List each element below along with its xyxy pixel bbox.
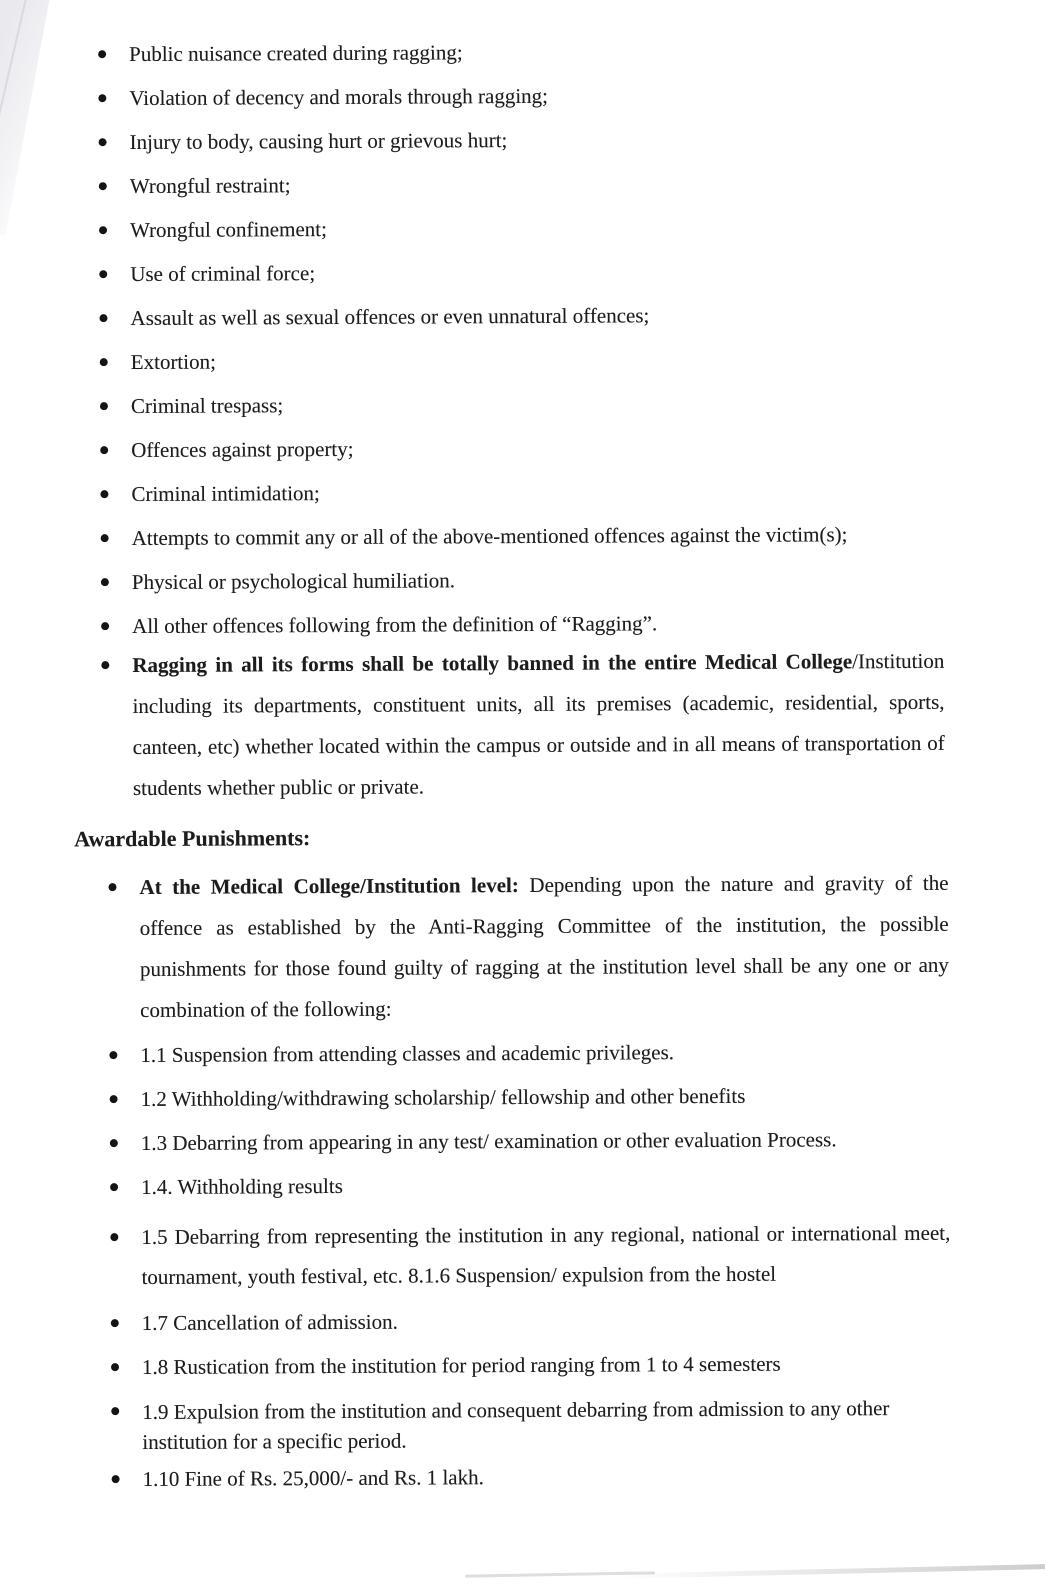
list-item xyxy=(110,1461,952,1493)
offence-text: Offences against property; xyxy=(131,436,354,463)
bullet-icon xyxy=(99,138,107,146)
list-item xyxy=(98,344,943,376)
institution-level-rest-text: Depending upon the nature and gravity of the offence as established by the Anti-Ragging Committee of the institution, the possible punishments for those found guilty of ragging at the institution level shall be any one or any combination of the following: xyxy=(139,870,949,1023)
offence-text: Use of criminal force; xyxy=(130,261,316,287)
list-item xyxy=(109,1305,951,1337)
punishment-text: 1.3 Debarring from appearing in any test/ examination or other evaluation Process. xyxy=(140,1127,837,1156)
offence-text: Criminal intimidation; xyxy=(131,481,320,507)
bullet-icon xyxy=(109,1051,117,1059)
list-item xyxy=(99,564,944,596)
offence-text: Attempts to commit any or all of the above-mentioned offences against the victim(s); xyxy=(131,522,848,551)
list-item-ragging-ban xyxy=(99,641,945,809)
punishment-text: 1.10 Fine of Rs. 25,000/- and Rs. 1 lakh. xyxy=(142,1465,484,1491)
list-item xyxy=(108,1169,950,1201)
bullet-icon xyxy=(101,661,109,669)
bullet-icon xyxy=(99,314,107,322)
list-item xyxy=(99,608,944,640)
list-item xyxy=(98,476,943,508)
list-item xyxy=(108,1213,950,1297)
punishment-text: 1.9 Expulsion from the institution and consequent debarring from admission to any other institution for a specific period. xyxy=(142,1396,890,1454)
bullet-icon xyxy=(100,446,108,454)
offence-text: Wrongful confinement; xyxy=(129,217,327,243)
offence-text: All other offences following from the definition of “Ragging”. xyxy=(132,611,658,639)
offence-text: Physical or psychological humiliation. xyxy=(131,568,456,595)
bullet-icon xyxy=(111,1407,119,1415)
offence-text: Violation of decency and morals through ragging; xyxy=(129,83,549,111)
bullet-icon xyxy=(100,490,108,498)
awardable-punishments-heading: Awardable Punishments: xyxy=(74,825,311,852)
bullet-icon xyxy=(99,270,107,278)
bullet-icon xyxy=(99,226,107,234)
punishment-text: 1.7 Cancellation of admission. xyxy=(141,1309,398,1336)
bullet-icon xyxy=(100,402,108,410)
punishment-list xyxy=(106,863,951,1493)
bullet-icon xyxy=(111,1319,119,1327)
bullet-icon xyxy=(98,50,106,58)
list-item xyxy=(108,1081,950,1113)
bullet-icon xyxy=(110,1095,118,1103)
bullet-icon xyxy=(101,534,109,542)
punishment-text: 1.4. Withholding results xyxy=(141,1173,343,1200)
offence-text: Public nuisance created during ragging; xyxy=(129,40,463,67)
offence-text: Criminal trespass; xyxy=(130,393,284,419)
bullet-icon xyxy=(110,1183,118,1191)
bullet-icon xyxy=(100,358,108,366)
list-item xyxy=(107,1037,949,1069)
list-item xyxy=(109,1393,951,1457)
list-item xyxy=(97,168,942,200)
offence-list xyxy=(96,36,945,809)
list-item xyxy=(97,124,942,156)
list-item xyxy=(99,520,944,552)
offence-text: Extortion; xyxy=(130,349,216,375)
list-item xyxy=(109,1349,951,1381)
punishment-text: 1.8 Rustication from the institution for period ranging from 1 to 4 semesters xyxy=(141,1351,781,1379)
ragging-ban-rest-text: /Institution including its departments, constituent units, all its premises (academic, residential, sports, canteen, etc) whether located within the campus or outside and in all means of transportation of students whether public or private. xyxy=(132,648,945,801)
list-item xyxy=(97,300,942,332)
punishment-text: 1.1 Suspension from attending classes and academic privileges. xyxy=(140,1040,675,1068)
bullet-icon xyxy=(101,578,109,586)
ragging-ban-bold-text: Ragging in all its forms shall be totally banned in the entire Medical College xyxy=(132,649,853,678)
offence-text: Wrongful restraint; xyxy=(129,173,291,199)
list-item xyxy=(98,388,943,420)
offence-text: Assault as well as sexual offences or even unnatural offences; xyxy=(130,303,650,331)
punishment-text: 1.5 Debarring from representing the institution in any regional, national or international meet, tournament, youth festival, etc. 8.1.6 Suspension/ expulsion from the hostel xyxy=(141,1220,951,1290)
list-item xyxy=(96,80,941,112)
bullet-icon xyxy=(108,883,116,891)
bullet-icon xyxy=(101,622,109,630)
bullet-icon xyxy=(110,1233,118,1241)
offence-text: Injury to body, causing hurt or grievous hurt; xyxy=(129,128,508,155)
bullet-icon xyxy=(111,1363,119,1371)
bullet-icon xyxy=(99,182,107,190)
list-item xyxy=(96,36,941,68)
list-item xyxy=(97,256,942,288)
list-item xyxy=(108,1125,950,1157)
bullet-icon xyxy=(112,1475,120,1483)
bullet-icon xyxy=(98,94,106,102)
institution-level-bold-text: At the Medical College/Institution level: xyxy=(139,873,519,900)
list-item xyxy=(97,212,942,244)
bullet-icon xyxy=(110,1139,118,1147)
punishment-text: 1.2 Withholding/withdrawing scholarship/ fellowship and other benefits xyxy=(140,1083,746,1112)
list-item-institution-level xyxy=(106,863,949,1031)
list-item xyxy=(98,432,943,464)
